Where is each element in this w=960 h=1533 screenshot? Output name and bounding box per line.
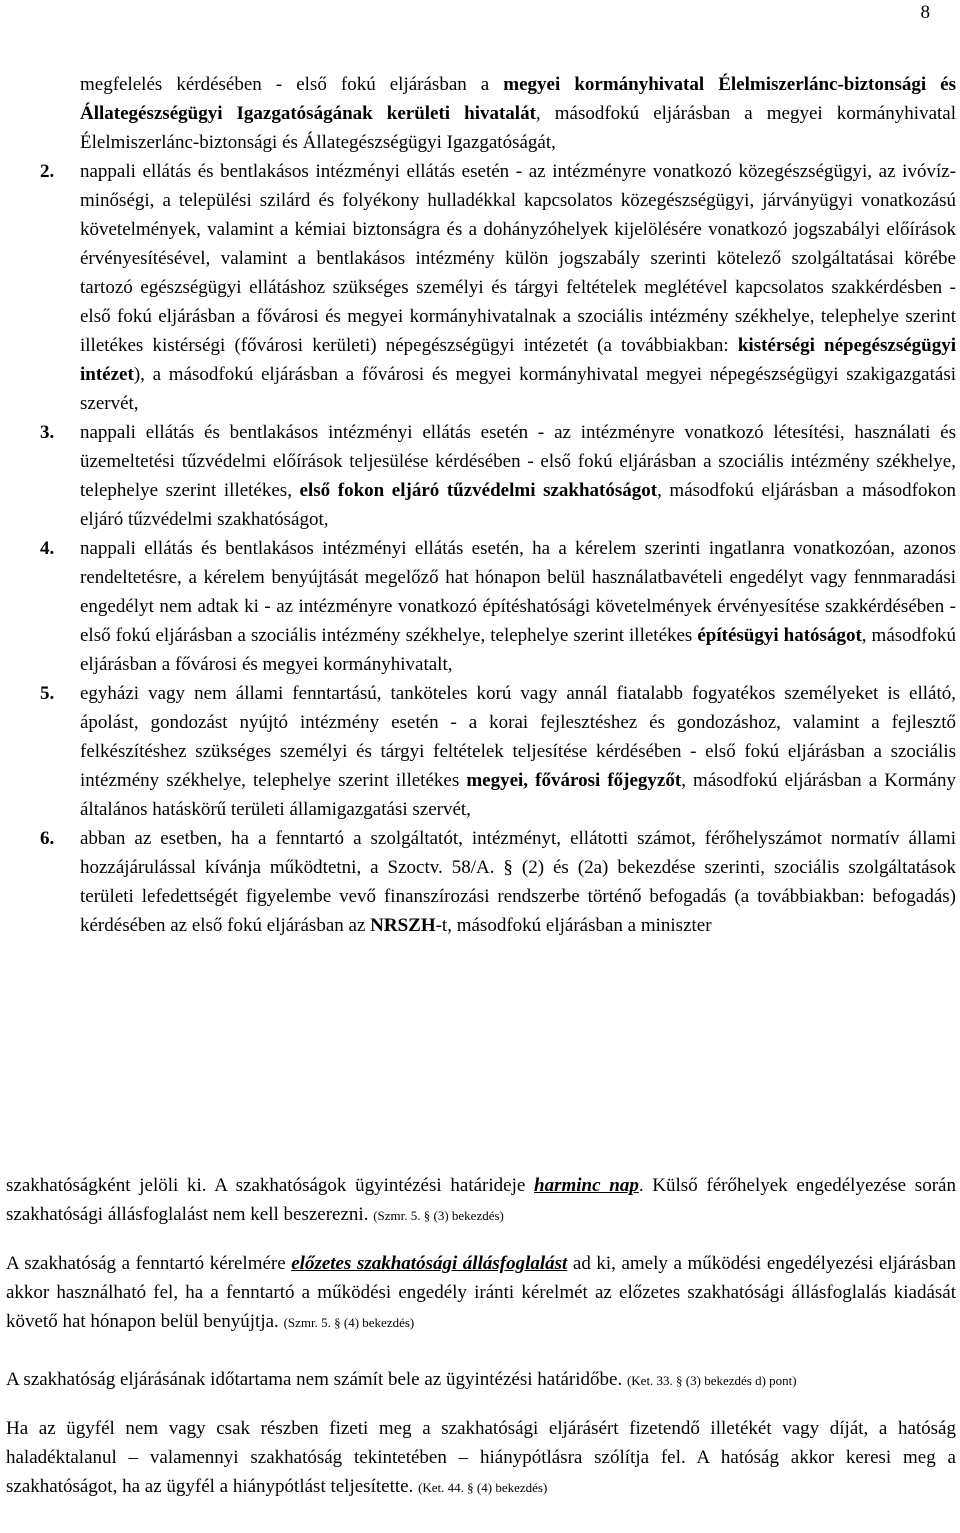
legal-reference: (Ket. 33. § (3) bekezdés d) pont) [626, 1373, 797, 1388]
text-segment: , másodfokú eljárásban a Kormány általános hatáskörű területi államigazgatási szervét, [80, 770, 956, 820]
emphasized-text: megyei, fővárosi főjegyzőt [466, 770, 682, 791]
emphasized-text: előzetes szakhatósági állásfoglalást [291, 1253, 568, 1274]
item-number: 6. [40, 828, 55, 849]
text-segment: nappali ellátás és bentlakásos intézményi ellátás esetén - az intézményre vonatkozó közegészségügyi, az ivóvíz-minőségi, a települési szilárd és folyékony hulladékkal kapcsolatos közegészségügyi, járványügyi vonatkozású követelmények, valamint a kémiai biztonságra és a dohányzóhelyek kijelölésére vonatkozó jogszabályi előírások érvényesítésével, valamint a bentlakásos intézmény külön jogszabály szerinti kötelező szolgáltatásai körébe tartozó egészségügyi ellátáshoz szükséges személyi és tárgyi feltételek meglétével kapcsolatos szakkérdésben - első fokú eljárásban a fővárosi és megyei kormányhivatalnak a szociális intézmény székhelye, telephelye szerint illetékes kistérségi (fővárosi kerületi) népegészségügyi intézetét (a továbbiakban: [80, 161, 956, 356]
page-number: 8 [920, 2, 930, 23]
text-segment: , másodfokú eljárásban a fővárosi és megyei kormányhivatalt, [80, 625, 956, 675]
list-item [0, 534, 960, 679]
emphasized-text: építésügyi hatóságot [697, 625, 862, 646]
text-segment: nappali ellátás és bentlakásos intézményi ellátás esetén, ha a kérelem szerinti ingatlanra vonatkozóan, azonos rendeltetésre, a kérelem benyújtását megelőző hat hónapon belül használatbavételi engedélyt vagy fennmaradási engedélyt nem adtak ki - az intézményre vonatkozó építéshatósági követelmények érvényesítése szakkérdésében - első fokú eljárásban a szociális intézmény székhelye, telephelye szerint illetékes [80, 538, 956, 646]
text-segment: , másodfokú eljárásban a másodfokon eljáró tűzvédelmi szakhatóságot, [80, 480, 957, 530]
text-segment: abban az esetben, ha a fenntartó a szolgáltatót, intézményt, ellátotti számot, férőhelyszámot normatív állami hozzájárulással kívánja működtetni, a Szoctv. 58/A. § (2) és (2a) bekezdése szerinti, szociális szolgáltatások területi lefedettségét figyelembe vevő finanszírozási rendszerbe történő befogadás (a továbbiakban: befogadás) kérdésében az első fokú eljárásban az [80, 828, 956, 936]
text-segment: Ha az ügyfél nem vagy csak részben fizeti meg a szakhatósági eljárásért fizetendő illetékét vagy díját, a hatóság haladéktalanul – valamennyi szakhatóság tekintetében – hiánypótlásra szólítja fel. A hatóság akkor keresi meg a szakhatóságot, ha az ügyfél a hiánypótlást teljesítette. [6, 1418, 956, 1497]
list-item [0, 418, 960, 534]
list-item [0, 679, 960, 824]
text-segment: , másodfokú eljárásban a megyei kormányhivatal Élelmiszerlánc-biztonsági és Állategészségügyi Igazgatóságát, [80, 103, 956, 153]
paragraph-duration [6, 1365, 956, 1395]
text-segment: -t, másodfokú eljárásban a miniszter [435, 915, 712, 936]
item-number: 5. [40, 683, 55, 704]
paragraph-fees [6, 1414, 956, 1502]
paragraph-deadline [6, 1171, 956, 1230]
emphasized-text: első fokon eljáró tűzvédelmi szakhatóságot [299, 480, 658, 501]
item-number: 2. [40, 161, 55, 182]
text-segment: . Külső férőhelyek engedélyezése során szakhatósági állásfoglalást nem kell beszerezni. [6, 1175, 956, 1225]
item-number: 3. [40, 422, 55, 443]
emphasized-text: megyei kormányhivatal Élelmiszerlánc-biztonsági és Állategészségügyi Igazgatóságának kerületi hivatalát [80, 74, 957, 124]
legal-reference: (Szmr. 5. § (4) bekezdés) [283, 1315, 415, 1330]
item-number: 4. [40, 538, 55, 559]
list-item [0, 70, 960, 157]
emphasized-text: NRSZH [370, 915, 436, 936]
list-item [0, 157, 960, 418]
text-segment: A szakhatóság eljárásának időtartama nem számít bele az ügyintézési határidőbe. [6, 1369, 627, 1390]
text-segment: nappali ellátás és bentlakásos intézményi ellátás esetén - az intézményre vonatkozó létesítési, használati és üzemeltetési tűzvédelmi előírások teljesülése kérdésében - első fokú eljárásban a szociális intézmény székhelye, telephelye szerint illetékes, [80, 422, 956, 501]
text-segment: megfelelés kérdésében - első fokú eljárásban a [80, 74, 504, 95]
paragraph-preliminary-opinion [6, 1249, 956, 1337]
text-segment: A szakhatóság a fenntartó kérelmére [6, 1253, 292, 1274]
text-segment: szakhatóságként jelöli ki. A szakhatóságok ügyintézési határideje [6, 1175, 535, 1196]
text-segment: ad ki, amely a működési engedélyezési eljárásban akkor használható fel, ha a fenntartó a működési engedély iránti kérelmét az előzetes szakhatósági állásfoglalás kiadását követő hat hónapon belül benyújtja. [6, 1253, 957, 1332]
emphasized-text: kistérségi népegészségügyi intézet [80, 335, 956, 385]
authority-list [0, 70, 960, 940]
text-segment: egyházi vagy nem állami fenntartású, tanköteles korú vagy annál fiatalabb fogyatékos személyeket is ellátó, ápolást, gondozást nyújtó intézmény esetén - a korai fejlesztéshez és gondozáshoz, valamint a fejlesztő felkészítéshez szükséges személyi és tárgyi feltételek teljesítése kérdésében - első fokú eljárásban a szociális intézmény székhelye, telephelye szerint illetékes [80, 683, 956, 791]
text-segment: ), a másodfokú eljárásban a fővárosi és megyei kormányhivatal megyei népegészségügyi szakigazgatási szervét, [80, 364, 956, 414]
legal-reference: (Ket. 44. § (4) bekezdés) [418, 1480, 548, 1495]
legal-reference: (Szmr. 5. § (3) bekezdés) [373, 1208, 504, 1223]
emphasized-text: harminc nap [534, 1175, 639, 1196]
list-item [0, 824, 960, 940]
